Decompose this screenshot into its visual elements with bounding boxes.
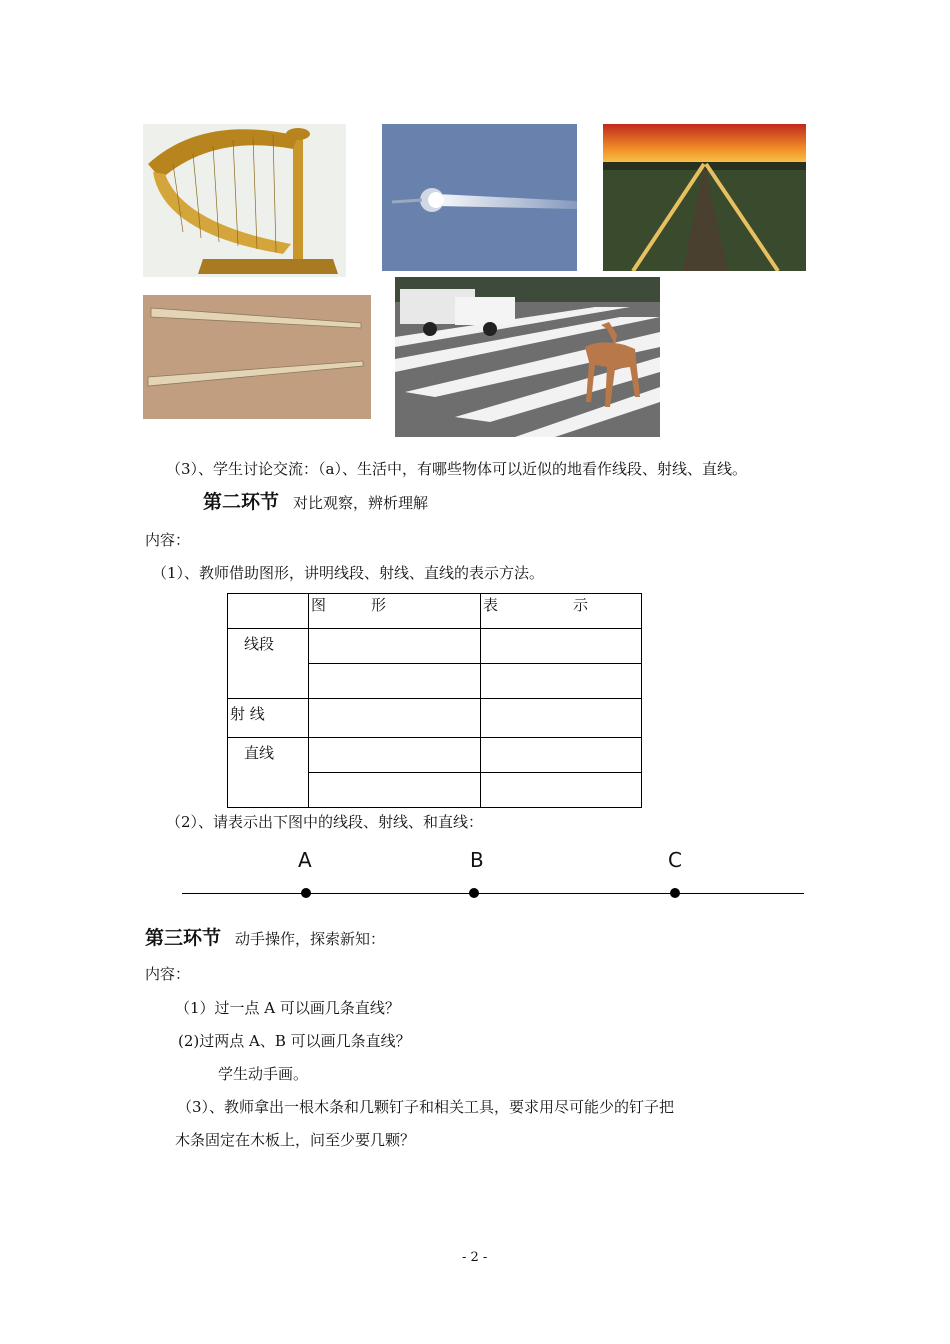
section2-item1: （1）、教师借助图形，讲明线段、射线、直线的表示方法。 bbox=[152, 564, 545, 582]
point-label-a: A bbox=[298, 848, 312, 872]
header-figure: 图 形 bbox=[309, 594, 481, 629]
row-label-line: 直线 bbox=[228, 738, 309, 808]
header-notation: 表 示 bbox=[481, 594, 642, 629]
section3-title: 第三环节 bbox=[145, 927, 222, 949]
section3-content-label: 内容： bbox=[145, 965, 191, 983]
section2-heading bbox=[203, 492, 428, 513]
section2-subtitle: 对比观察，辨析理解 bbox=[293, 494, 429, 512]
question-3-line1: （3）、教师拿出一根木条和几颗钉子和相关工具，要求用尽可能少的钉子把 bbox=[177, 1098, 675, 1116]
section2-content-label: 内容： bbox=[145, 531, 191, 549]
harp-photo bbox=[143, 124, 346, 277]
line-figure bbox=[182, 893, 804, 894]
table-row bbox=[228, 629, 642, 664]
light-beam-photo bbox=[382, 124, 577, 271]
table-cell bbox=[309, 738, 481, 773]
section3-heading bbox=[145, 928, 385, 949]
table-cell bbox=[481, 699, 642, 738]
table-row bbox=[228, 738, 642, 773]
row-label-segment: 线段 bbox=[228, 629, 309, 699]
point-a bbox=[301, 888, 311, 898]
section2-title: 第二环节 bbox=[203, 491, 280, 513]
point-b bbox=[469, 888, 479, 898]
question-3-line2: 木条固定在木板上，问至少要几颗？ bbox=[175, 1131, 416, 1149]
crosswalk-photo bbox=[395, 277, 660, 437]
section2-item2: （2）、请表示出下图中的线段、射线、和直线： bbox=[166, 813, 484, 831]
section3-subtitle: 动手操作，探索新知： bbox=[235, 930, 386, 948]
table-row bbox=[228, 594, 642, 629]
point-c bbox=[670, 888, 680, 898]
row-label-ray: 射 线 bbox=[228, 699, 309, 738]
table-cell bbox=[481, 664, 642, 699]
discussion-text: （3）、学生讨论交流：（a）、生活中，有哪些物体可以近似的地看作线段、射线、直线。 bbox=[166, 460, 747, 478]
question-1: （1）过一点 A 可以画几条直线？ bbox=[175, 999, 400, 1017]
table-row bbox=[228, 699, 642, 738]
table-cell bbox=[309, 773, 481, 808]
question-2: (2)过两点 A、B 可以画几条直线？ bbox=[178, 1032, 411, 1050]
table-cell bbox=[228, 594, 309, 629]
railway-photo bbox=[603, 124, 806, 271]
table-cell bbox=[309, 629, 481, 664]
table-cell bbox=[481, 738, 642, 773]
page-number: - 2 - bbox=[462, 1250, 488, 1265]
table-cell bbox=[481, 629, 642, 664]
table-cell bbox=[309, 664, 481, 699]
table-cell bbox=[309, 699, 481, 738]
representation-table bbox=[227, 593, 642, 808]
point-label-c: C bbox=[668, 848, 682, 872]
table-cell bbox=[481, 773, 642, 808]
student-note: 学生动手画。 bbox=[218, 1065, 309, 1083]
point-label-b: B bbox=[470, 848, 484, 872]
chopsticks-photo bbox=[143, 295, 371, 419]
